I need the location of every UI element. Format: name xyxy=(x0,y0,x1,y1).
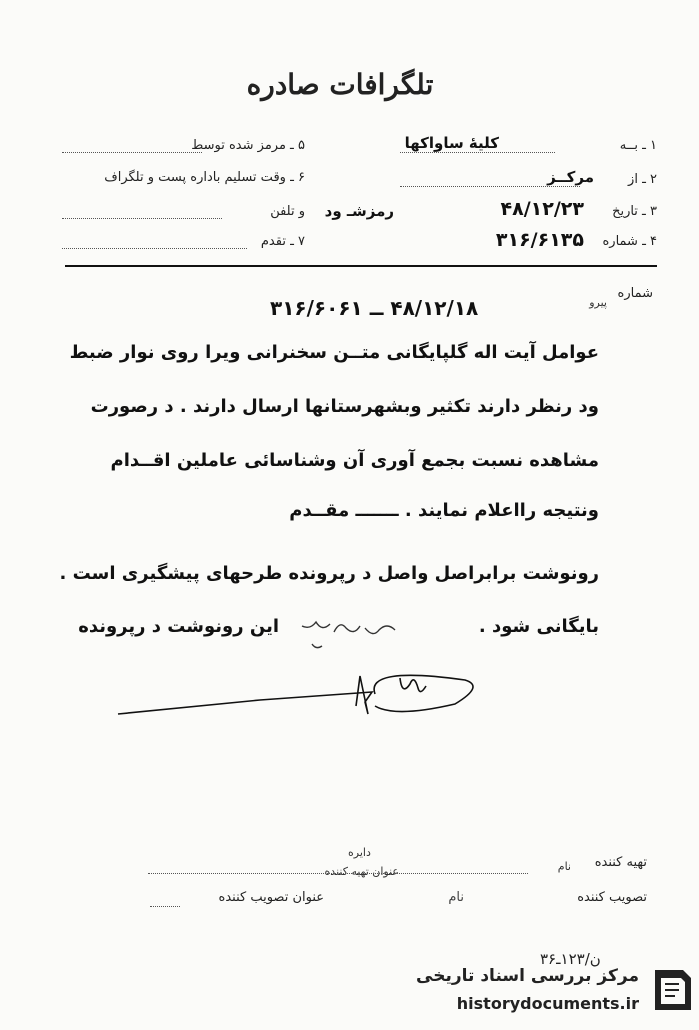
phone-label: و تلفن xyxy=(270,204,305,219)
document-code: ن/۱۲۳ـ۳۶ xyxy=(540,950,601,968)
reference-number: ۴۸/۱۲/۱۸ ــ ۳۱۶/۶۰۶۱ xyxy=(270,296,479,320)
to-label: ۱ ـ بــه xyxy=(619,138,657,153)
approved-name-label: نام xyxy=(448,890,464,905)
prepared-by-dotted-line xyxy=(148,873,528,874)
to-dotted-line xyxy=(400,152,555,153)
page-title: تلگرافات صادره xyxy=(246,68,434,101)
note-line-1: رونوشت برابراصل واصل د رپرونده طرحهای پیشگیری است . xyxy=(59,563,599,584)
body-line-3: مشاهده نسبت بجمع آوری آن وشناسائی عاملین اقــدام xyxy=(110,450,599,471)
archive-watermark xyxy=(410,962,695,1024)
priority-label: ۷ ـ تقدم xyxy=(260,234,305,249)
approved-by-dotted-line xyxy=(150,906,180,907)
number-value: ۳۱۶/۶۱۳۵ xyxy=(495,229,584,251)
code-label: رمزشـ ود xyxy=(324,202,394,220)
note-line-2-end: بایگانی شود . xyxy=(478,616,599,637)
date-value: ۴۸/۱۲/۲۳ xyxy=(500,198,584,220)
number-label: ۴ ـ شماره xyxy=(602,234,657,249)
watermark-org-name: مرکز بررسی اسناد تاریخی xyxy=(416,966,639,986)
header-divider xyxy=(65,265,657,267)
to-value: کلیهٔ ساواکها xyxy=(404,134,499,152)
encrypted-by-dotted-line xyxy=(62,152,202,153)
prepared-by-label: تهیه کننده xyxy=(594,855,647,870)
approved-by-label: تصویب کننده xyxy=(577,890,647,905)
department-label: دایره xyxy=(348,846,371,859)
priority-dotted-line xyxy=(62,248,247,249)
body-line-4: ونتیجه رااعلام نمایند . ـــــــ مقــدم xyxy=(289,500,599,521)
watermark-url[interactable]: historydocuments.ir xyxy=(456,994,639,1013)
reference-sub-label: پیرو xyxy=(589,296,607,309)
body-line-1: عوامل آیت اله گلپایگانی متــن سخنرانی ویرا روی نوار ضبط xyxy=(69,342,599,363)
date-label: ۳ ـ تاریخ xyxy=(612,204,657,219)
from-label: ۲ ـ از xyxy=(628,172,657,187)
phone-dotted-line xyxy=(62,218,222,219)
from-value: مرکــز xyxy=(547,168,594,186)
note-line-2: این رونوشت د رپرونده xyxy=(78,616,279,637)
preparer-title-label: عنوان تهیه کننده xyxy=(324,865,399,878)
archive-logo-icon xyxy=(645,962,695,1018)
body-line-2: ود رنظر دارند تکثیر وبشهرستانها ارسال دارند . د رصورت xyxy=(90,396,599,417)
encrypted-by-label: ۵ ـ مرمز شده توسط xyxy=(191,138,305,153)
approver-title-label: عنوان تصویب کننده xyxy=(218,890,324,905)
reference-label: شماره xyxy=(617,286,653,301)
handwritten-note xyxy=(290,612,400,654)
prepared-name-label: نام xyxy=(557,860,571,873)
signature xyxy=(110,662,480,722)
from-dotted-line xyxy=(400,186,580,187)
delivery-time-label: ۶ ـ وقت تسلیم باداره پست و تلگراف xyxy=(104,170,305,185)
